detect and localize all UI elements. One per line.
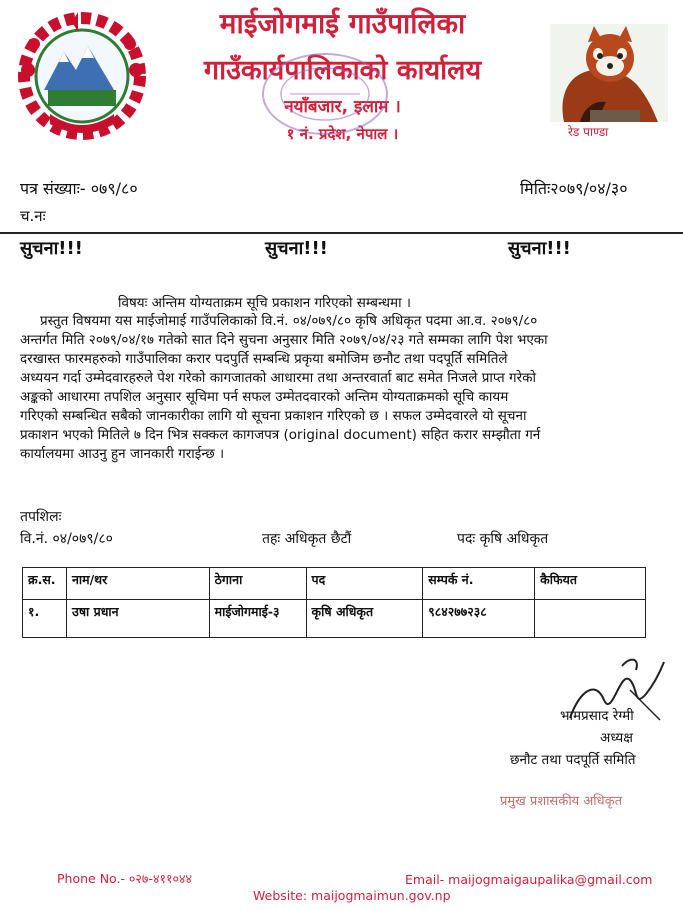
cell-serial: १. — [23, 600, 67, 638]
vacancy-number: वि.नं. ०४/०७९/८० — [20, 531, 113, 547]
signatory-title: अध्यक्ष — [600, 730, 633, 746]
post-name: पदः कृषि अधिकृत — [457, 531, 549, 547]
notice-heading: सुचना!!! — [265, 238, 328, 259]
footer-email: Email- maijogmaigaupalika@gmail.com — [405, 872, 653, 887]
result-table — [22, 567, 646, 638]
nepal-emblem-icon — [14, 10, 150, 140]
footer-website: Website: maijogmaimun.gov.np — [253, 888, 451, 903]
office-name: गाउँकार्यपालिकाको कार्यालय — [203, 55, 482, 86]
dispatch-number: च.नः — [20, 207, 46, 225]
col-serial: क्र.स. — [23, 568, 67, 600]
body-line: कार्यालयमा आउनु हुन जानकारी गराईन्छ । — [20, 446, 225, 462]
col-contact: सम्पर्क नं. — [423, 568, 535, 600]
notice-heading: सुचना!!! — [508, 238, 571, 259]
signatory-name: भामप्रसाद रेग्मी — [560, 708, 634, 724]
municipality-name: माईजोगमाई गाउँपालिका — [219, 7, 466, 40]
cell-address: माईजोगमाई-३ — [209, 600, 306, 638]
body-line: दरखास्त फारमहरुको गाउँपालिका करार पदपुर्ति सम्बन्धि प्रकृया बमोजिम छनौट तथा पदपूर्ति समितिले — [20, 351, 508, 367]
details-label: तपशिलः — [20, 509, 62, 525]
col-remarks: कैफियत — [535, 568, 646, 600]
col-address: ठेगाना — [209, 568, 306, 600]
header-divider — [0, 232, 683, 234]
cell-name: उषा प्रधान — [66, 600, 209, 638]
letter-date: मितिः२०७९/०४/३० — [520, 179, 628, 198]
table-header-row — [23, 568, 646, 600]
body-line: प्रकाशन भएको मितिले ७ दिन भित्र सक्कल कागजपत्र (original document) सहित करार सम्झौता गर्न — [20, 427, 541, 443]
cell-post: कृषि अधिकृत — [306, 600, 423, 638]
body-line: अङ्कको आधारमा तपशिल अनुसार सूचिमा पर्न सफल उम्मेतदवारको अन्तिम योग्यताक्रमको सूचि कायम — [20, 389, 509, 405]
panda-caption: रेड पाण्डा — [568, 125, 609, 139]
letter-reference-number: पत्र संख्याः- ०७९/८० — [20, 179, 138, 198]
body-line: अन्तर्गत मिति २०७९/०४/१७ गतेको सात दिने सुचना अनुसार मिति २०७९/०४/२३ गते सम्मका लागि पेश भएका — [20, 332, 548, 348]
col-post: पद — [306, 568, 423, 600]
cell-remarks — [535, 600, 646, 638]
post-level: तहः अधिकृत छैटौं — [262, 531, 352, 547]
footer-phone: Phone No.- ०२७-४११०४४ — [57, 871, 192, 886]
subject-line: विषयः अन्तिम योग्यताक्रम सूचि प्रकाशन गरिएको सम्बन्धमा । — [118, 295, 412, 311]
col-name: नाम/थर — [66, 568, 209, 600]
office-stamp — [250, 44, 400, 144]
cao-stamp-text: प्रमुख प्रशासकीय अधिकृत — [500, 794, 623, 809]
office-address: नयाँबजार, इलाम । — [284, 97, 401, 117]
body-line: अध्ययन गर्दा उम्मेदवारहरुले पेश गरेको कागजातको आधारमा तथा अन्तरवार्ता बाट समेत निजले प्राप्त गरेको — [20, 370, 537, 386]
office-province: १ नं. प्रदेश, नेपाल । — [286, 125, 399, 143]
cell-contact: ९८४२७७२३८ — [423, 600, 535, 638]
body-line: गरिएको सम्बन्धित सबैको जानकारीका लागि यो सूचना प्रकाशन गरिएको छ । सफल उम्मेदवारले यो सूचना — [20, 408, 527, 424]
notice-heading: सुचना!!! — [20, 238, 83, 259]
body-line: प्रस्तुत विषयमा यस माईजोमाई गाउँपलिकाको वि.नं. ०४/०७९/८० कृषि अधिकृत पदमा आ.व. २०७९/८० — [40, 313, 538, 329]
signatory-committee: छनौट तथा पदपूर्ति समिति — [510, 752, 636, 768]
table-row — [23, 600, 646, 638]
